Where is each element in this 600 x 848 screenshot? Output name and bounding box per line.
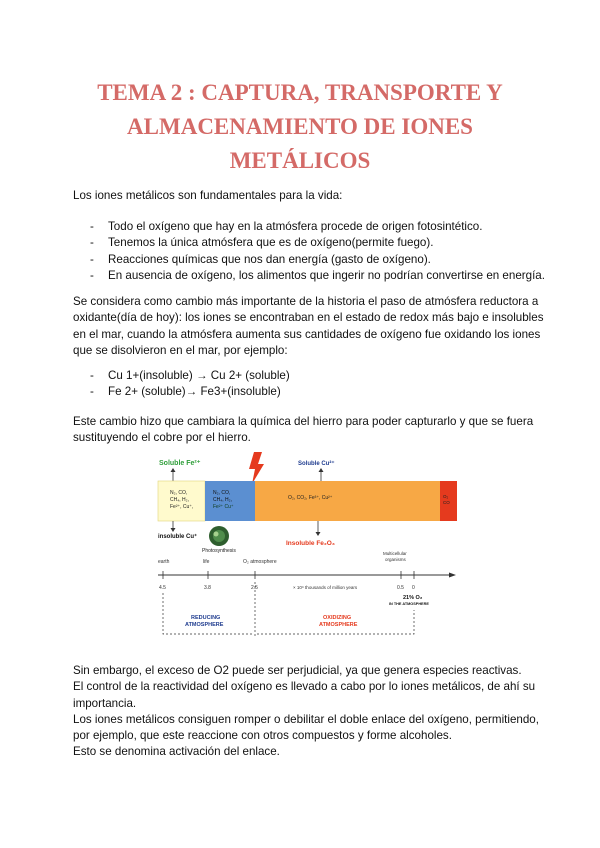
title-line-2: ALMACENAMIENTO DE IONES <box>127 114 473 139</box>
box1-line-2: CH₄, H₂, <box>170 497 189 503</box>
box-oxidizing-atmosphere <box>255 481 440 521</box>
text-line: en el mar, cuando la atmósfera aumenta sus cantidades de oxígeno fue oxidando los iones <box>73 327 541 341</box>
tick-label: 0 <box>412 585 415 591</box>
list-item: - Todo el oxígeno que hay en la atmósfera procede de origen fotosintético. <box>90 220 483 233</box>
closing-paragraph <box>73 663 543 761</box>
text-line: Esto se denomina activación del enlace. <box>73 745 280 759</box>
reducing-atmosphere-label: ATMOSPHERE <box>185 622 224 628</box>
box2-line-2: CH₄, H₂, <box>213 497 232 503</box>
lightning-bolt-icon <box>249 452 264 484</box>
text-line: importancia. <box>73 696 137 710</box>
arrowhead <box>171 528 176 532</box>
arrowhead <box>319 468 324 472</box>
tick-label: 2.5 <box>251 585 258 591</box>
intro-paragraph <box>73 188 543 204</box>
oxidizing-atmosphere-label: ATMOSPHERE <box>319 622 358 628</box>
text-line: El control de la reactividad del oxígeno es llevado a cabo por lo iones metálicos, de ahí su <box>73 680 536 694</box>
organisms-label: organisms <box>385 557 406 562</box>
box4-line-2: CO <box>443 500 450 505</box>
tick-label: 0.5 <box>397 585 404 591</box>
list-item: - Cu 1+(insoluble) → Cu 2+ (soluble) <box>90 369 290 382</box>
box1-line-3: Fe²⁺, Cu⁺, <box>170 504 194 510</box>
reducing-label: REDUCING <box>191 615 221 621</box>
list-item: - En ausencia de oxígeno, los alimentos que ingerir no podrían convertirse en energía. <box>90 268 545 282</box>
life-label: life <box>203 559 210 565</box>
intro-text: Los iones metálicos son fundamentales para la vida: <box>73 189 343 202</box>
earth-label: earth <box>158 559 170 565</box>
text-line: Este cambio hizo que cambiara la química del hierro para poder capturarlo y que se fuera <box>73 415 534 428</box>
page-title <box>70 76 530 178</box>
oxidizing-label: OXIDIZING <box>323 615 352 621</box>
atmosphere-evolution-figure <box>153 452 463 644</box>
atmosphere-sublabel: IN THE ATMOSPHERE <box>389 602 429 606</box>
title-line-3: METÁLICOS <box>229 148 371 173</box>
soluble-cu-label: Soluble Cu²⁺ <box>298 461 335 467</box>
box3-text: O₂, CO₂, Fe³⁺, Cu²⁺ <box>288 495 333 501</box>
multicellular-label: Multicellular <box>383 551 407 556</box>
box2-line-1: N₂, CO, <box>213 490 231 496</box>
list-item: - Fe 2+ (soluble)→ Fe3+(insoluble) <box>90 385 281 399</box>
photosynthesis-label: Photosynthesis <box>202 548 236 554</box>
paragraph-iron <box>73 414 543 447</box>
box4-line-1: O₂ <box>443 494 449 499</box>
box2-line-3: Fe²⁺ Cu⁺ <box>213 504 234 510</box>
organism-highlight <box>214 532 219 537</box>
text-line: oxidante(día de hoy): los iones se encontraban en el estado de redox más bajo e insolubles <box>73 311 544 325</box>
tick-label: 3.8 <box>204 585 211 591</box>
list-item: - Tenemos la única atmósfera que es de oxígeno(permite fuego). <box>90 236 434 250</box>
box1-line-1: N₂, CO, <box>170 490 188 496</box>
soluble-fe-label: Soluble Fe²⁺ <box>159 460 201 467</box>
list-item: - Reacciones químicas que nos dan energía (gasto de oxígeno). <box>90 252 431 266</box>
title-line-1: TEMA 2 : CAPTURA, TRANSPORTE Y <box>97 80 503 105</box>
paragraph-redox <box>73 294 543 359</box>
tick-label: 4.5 <box>159 585 166 591</box>
insoluble-fe2o3-label: Insoluble Fe₂O₃ <box>286 540 335 547</box>
text-line: sustituyendo el cobre por el hierro. <box>73 431 251 445</box>
insoluble-cu-label: insoluble Cu⁺ <box>158 534 198 540</box>
timescale-label: × 10⁹ thousands of million years <box>293 585 358 590</box>
o2-atmosphere-label: O₂ atmosphere <box>243 559 277 565</box>
axis-arrowhead <box>449 573 456 578</box>
text-line: por ejemplo, que este reaccione con otros compuestos y forme alcoholes. <box>73 729 452 743</box>
bullet-list-1 <box>90 219 545 284</box>
text-line: Sin embargo, el exceso de O2 puede ser perjudicial, ya que genera especies reactivas. <box>73 664 522 677</box>
o2-21-label: 21% O₂ <box>403 595 423 601</box>
bullet-list-2 <box>90 368 290 401</box>
text-line: que se disolvieron en el mar, por ejemplo: <box>73 343 288 357</box>
text-line: Se considera como cambio más importante de la historia el paso de atmósfera reductora a <box>73 295 539 308</box>
arrowhead <box>171 468 176 472</box>
text-line: Los iones metálicos consiguen romper o debilitar el doble enlace del oxígeno, permitiendo, <box>73 712 539 726</box>
arrowhead <box>316 532 321 536</box>
